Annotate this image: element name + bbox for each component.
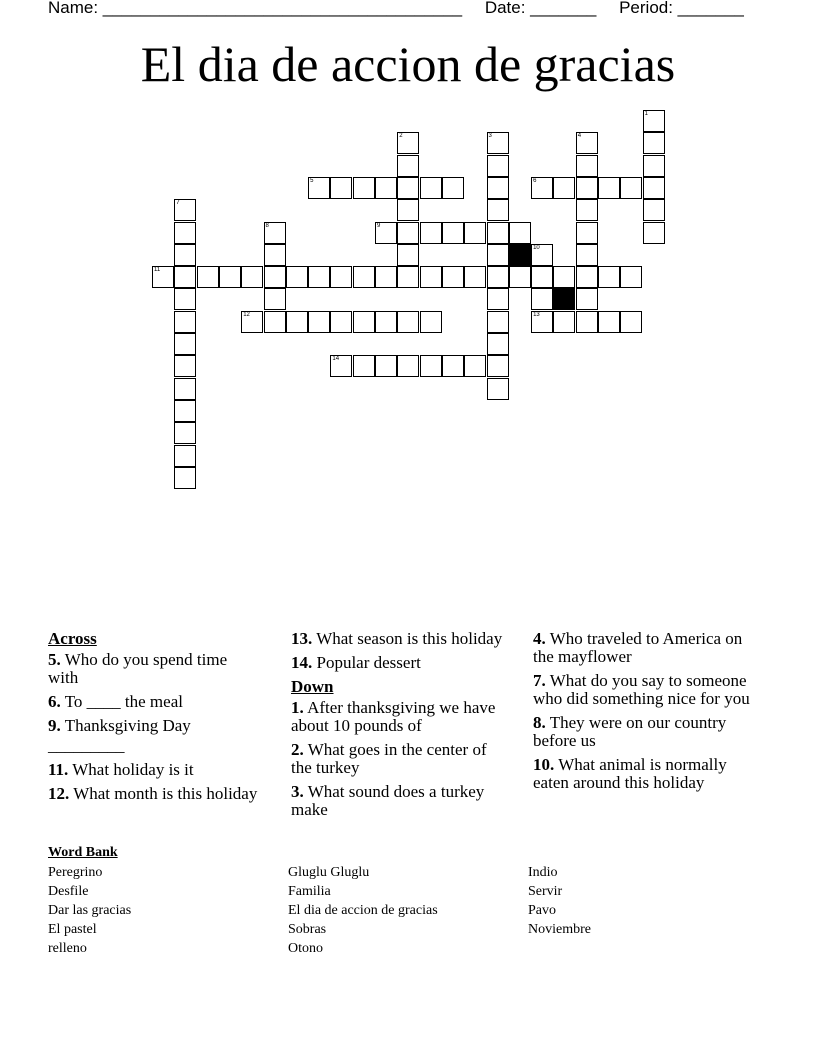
crossword-cell[interactable] (620, 177, 642, 199)
crossword-cell[interactable] (264, 244, 286, 266)
crossword-cell[interactable] (397, 132, 419, 154)
crossword-cell[interactable] (643, 110, 665, 132)
crossword-cell[interactable] (576, 288, 598, 310)
word-bank-column-2 (288, 863, 438, 958)
crossword-cell[interactable] (487, 199, 509, 221)
crossword-cell[interactable] (264, 266, 286, 288)
clue-across-6: 6. To ____ the meal (48, 692, 183, 711)
crossword-cell[interactable] (576, 155, 598, 177)
crossword-cell[interactable] (330, 177, 352, 199)
clue-down-1: 1. After thanksgiving we have about 10 pounds of (291, 698, 496, 735)
crossword-cell[interactable] (643, 132, 665, 154)
word-bank-item: Desfile (48, 884, 89, 899)
crossword-cell[interactable] (264, 288, 286, 310)
crossword-cell[interactable] (487, 378, 509, 400)
crossword-cell[interactable] (442, 222, 464, 244)
word-bank-item: Gluglu Gluglu (288, 865, 370, 880)
crossword-cell[interactable] (487, 155, 509, 177)
word-bank-item: relleno (48, 941, 87, 956)
crossword-cell[interactable] (241, 311, 263, 333)
crossword-cell[interactable] (420, 311, 442, 333)
down-heading: Down (291, 677, 334, 696)
date-field[interactable]: Date: _______ (484, 0, 597, 17)
crossword-cell[interactable] (397, 355, 419, 377)
crossword-cell[interactable] (531, 288, 553, 310)
clue-down-7: 7. What do you say to someone who did something nice for you (533, 671, 750, 708)
crossword-cell[interactable] (174, 445, 196, 467)
crossword-cell[interactable] (174, 199, 196, 221)
crossword-cell[interactable] (353, 266, 375, 288)
crossword-cell[interactable] (286, 266, 308, 288)
crossword-cell[interactable] (531, 266, 553, 288)
crossword-cell[interactable] (487, 132, 509, 154)
crossword-cell[interactable] (174, 333, 196, 355)
crossword-cell[interactable] (174, 400, 196, 422)
clue-across-11: 11. What holiday is it (48, 760, 194, 779)
crossword-cell[interactable] (576, 222, 598, 244)
clue-across-14: 14. Popular dessert (291, 653, 421, 672)
clue-across-5: 5. Who do you spend time with (48, 650, 228, 687)
crossword-cell[interactable] (598, 266, 620, 288)
crossword-cell[interactable] (375, 355, 397, 377)
crossword-cell[interactable] (241, 266, 263, 288)
crossword-cell[interactable] (576, 266, 598, 288)
crossword-cell[interactable] (598, 311, 620, 333)
clue-number: 11 (154, 267, 161, 274)
crossword-cell[interactable] (174, 378, 196, 400)
crossword-cell[interactable] (643, 155, 665, 177)
crossword-cell[interactable] (531, 311, 553, 333)
clue-down-3: 3. What sound does a turkey make (291, 782, 485, 819)
clues-column-1 (48, 630, 258, 809)
crossword-cell[interactable] (375, 266, 397, 288)
crossword-cell[interactable] (397, 199, 419, 221)
crossword-cell[interactable] (643, 199, 665, 221)
crossword-cell[interactable] (531, 177, 553, 199)
clue-number: 3 (488, 133, 492, 140)
crossword-cell[interactable] (375, 222, 397, 244)
crossword-cell[interactable] (308, 311, 330, 333)
crossword-cell[interactable] (397, 177, 419, 199)
crossword-cell[interactable] (464, 222, 486, 244)
crossword-cell[interactable] (420, 177, 442, 199)
crossword-cell[interactable] (397, 266, 419, 288)
crossword-cell[interactable] (420, 355, 442, 377)
word-bank-item: El dia de accion de gracias (288, 903, 438, 918)
crossword-cell[interactable] (174, 422, 196, 444)
crossword-cell[interactable] (553, 266, 575, 288)
clue-number: 4 (577, 133, 582, 140)
clue-number: 13 (533, 311, 540, 318)
crossword-cell[interactable] (219, 266, 241, 288)
crossword-cell[interactable] (576, 199, 598, 221)
crossword-cell[interactable] (553, 311, 575, 333)
clue-number: 8 (265, 222, 269, 229)
page-title: El dia de accion de gracias (140, 36, 676, 92)
crossword-cell[interactable] (487, 266, 509, 288)
crossword-cell[interactable] (308, 177, 330, 199)
crossword-cell[interactable] (174, 288, 196, 310)
crossword-cell[interactable] (420, 222, 442, 244)
word-bank-column-1 (48, 863, 131, 958)
crossword-cell[interactable] (330, 266, 352, 288)
word-bank-item: Noviembre (528, 922, 591, 937)
name-field[interactable]: Name: ______________________________________ (48, 0, 463, 17)
word-bank-item: Sobras (288, 922, 327, 937)
crossword-cell[interactable] (397, 222, 419, 244)
crossword-cell[interactable] (576, 244, 598, 266)
clue-number: 14 (332, 356, 340, 363)
crossword-cell[interactable] (152, 266, 174, 288)
word-bank-item: Indio (528, 865, 558, 880)
crossword-cell[interactable] (264, 311, 286, 333)
crossword-cell[interactable] (487, 311, 509, 333)
crossword-cell[interactable] (174, 266, 196, 288)
crossword-cell[interactable] (487, 288, 509, 310)
crossword-cell[interactable] (375, 177, 397, 199)
crossword-cell[interactable] (442, 266, 464, 288)
word-bank-item: El pastel (48, 922, 97, 937)
crossword-cell[interactable] (487, 355, 509, 377)
clue-down-10: 10. What animal is normally eaten around this holiday (533, 755, 727, 792)
clue-across-12: 12. What month is this holiday (48, 784, 258, 803)
word-bank-column-3 (528, 863, 591, 939)
word-bank-item: Familia (288, 884, 331, 899)
clue-number: 1 (644, 111, 648, 117)
crossword-cell[interactable] (576, 311, 598, 333)
clue-number: 12 (243, 311, 250, 318)
crossword-cell[interactable] (353, 311, 375, 333)
clue-down-8: 8. They were on our country before us (533, 713, 727, 750)
crossword-cell[interactable] (353, 177, 375, 199)
word-bank-item: Dar las gracias (48, 903, 132, 918)
crossword-cell[interactable] (531, 244, 553, 266)
crossword-cell[interactable] (174, 355, 196, 377)
crossword-cell[interactable] (442, 177, 464, 199)
black-cell (553, 288, 575, 310)
clue-across-9: 9. Thanksgiving Day _________ (48, 716, 191, 755)
crossword-cell[interactable] (397, 311, 419, 333)
crossword-cell[interactable] (420, 266, 442, 288)
crossword-cell[interactable] (487, 177, 509, 199)
word-bank-item: Servir (528, 884, 563, 899)
crossword-cell[interactable] (197, 266, 219, 288)
clue-across-13: 13. What season is this holiday (291, 629, 503, 648)
clue-down-4: 4. Who traveled to America on the mayflower (533, 629, 743, 666)
crossword-cell[interactable] (375, 311, 397, 333)
crossword-cell[interactable] (620, 311, 642, 333)
crossword-cell[interactable] (308, 266, 330, 288)
crossword-cell[interactable] (174, 244, 196, 266)
crossword-cell[interactable] (286, 311, 308, 333)
crossword-cell[interactable] (576, 177, 598, 199)
clue-number: 5 (310, 177, 314, 184)
crossword-cell[interactable] (174, 222, 196, 244)
crossword-cell[interactable] (509, 222, 531, 244)
crossword-cell[interactable] (598, 177, 620, 199)
crossword-cell[interactable] (397, 155, 419, 177)
crossword-cell[interactable] (643, 222, 665, 244)
clue-number: 9 (377, 222, 381, 229)
period-field[interactable]: Period: _______ (619, 0, 744, 17)
word-bank-item: Pavo (528, 903, 556, 918)
clues-column-2 (291, 630, 511, 825)
crossword-cell[interactable] (553, 177, 575, 199)
word-bank-item: Otono (288, 941, 323, 956)
clue-number: 10 (533, 244, 540, 251)
crossword-cell[interactable] (397, 244, 419, 266)
crossword-cell[interactable] (442, 355, 464, 377)
crossword-cell[interactable] (509, 266, 531, 288)
crossword-cell[interactable] (264, 222, 286, 244)
clue-down-2: 2. What goes in the center of the turkey (291, 740, 487, 777)
black-cell (509, 244, 531, 266)
crossword-cell[interactable] (620, 266, 642, 288)
crossword-cell[interactable] (330, 355, 352, 377)
crossword-cell[interactable] (330, 311, 352, 333)
crossword-cell[interactable] (174, 467, 196, 489)
clues-column-3 (533, 630, 753, 798)
clue-number: 6 (533, 177, 537, 184)
crossword-cell[interactable] (576, 132, 598, 154)
crossword-cell[interactable] (487, 333, 509, 355)
clue-number: 2 (399, 133, 403, 140)
crossword-cell[interactable] (464, 266, 486, 288)
clue-number: 7 (176, 200, 180, 207)
word-bank-heading: Word Bank (48, 845, 118, 860)
crossword-cell[interactable] (464, 355, 486, 377)
across-heading: Across (48, 629, 97, 648)
crossword-cell[interactable] (487, 222, 509, 244)
crossword-cell[interactable] (174, 311, 196, 333)
crossword-cell[interactable] (487, 244, 509, 266)
crossword-cell[interactable] (353, 355, 375, 377)
crossword-cell[interactable] (643, 177, 665, 199)
word-bank-item: Peregrino (48, 865, 103, 880)
